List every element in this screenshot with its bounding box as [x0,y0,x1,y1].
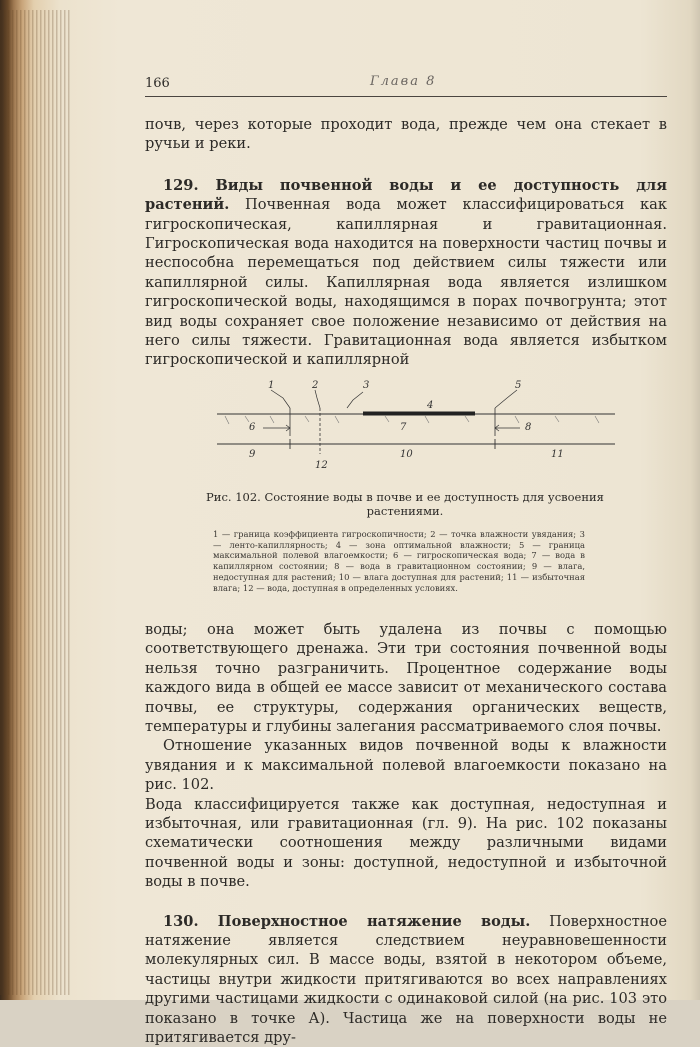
figure-label-1: 1 [268,379,275,391]
figure-label-5: 5 [515,379,522,391]
figure-label-4: 4 [427,399,434,411]
figure-label-9: 9 [249,448,256,460]
page-number: 166 [145,76,170,91]
book-page [145,70,667,1046]
figure-label-8: 8 [525,421,532,433]
paragraph-water-types: воды; она может быть удалена из почвы с помощью соответствующего дренажа. Эти три состояния почвенной воды нельзя точно разграничить. Процентное содержание воды каждого вида в общей ее массе зависит от механического состава почвы, ее структуры, содержания органических веществ, температуры и глубины залегания рассматриваемого слоя почвы. [145,620,667,735]
running-header [145,70,667,97]
zone-arrows [263,425,520,431]
label-leaders [271,390,517,408]
section-130-heading: 130. Поверхностное натяжение воды. [163,912,531,930]
figure-label-11: 11 [551,448,564,460]
section-130-paragraph [145,912,667,1047]
figure-label-7: 7 [400,421,407,433]
figure-legend: 1 — граница коэффициента гигроскопичности; 2 — точка влажности увядания; 3 — ленто-капиллярность; 4 — зона оптимальной влажности; 5 — граница максимальной полевой влагоемкости; 6 — гигроскопическая вода; 7 — вода в капиллярном состоянии; 8 — вода в гравитационном состоянии; 9 — влага, недоступная для растений; 10 — влага доступная для растений; 11 — избыточная влага; 12 — вода, доступная в определенных условиях. [213,528,585,593]
section-130-text: Поверхностное натяжение является следствием неуравновешенности молекулярных сил. В массе воды, взятой в некотором объеме, частицы внутри жидкости притягиваются во всех направлениях другими частицами жидкости с одинаковой силой (на рис. 103 это показано в точке А). Частица же на поверхности воды не притягивается дру- [145,912,667,1046]
book-page-edges [0,10,70,995]
optimal-moisture-zone-bar [363,411,475,415]
figure-label-6: 6 [249,421,256,433]
soil-water-diagram [145,386,667,490]
paragraph-wilting-point: Отношение указанных видов почвенной воды к влажности увядания и к максимальной полевой влагоемкости показано на рис. 102. [145,737,667,794]
soil-hatching [225,416,599,424]
section-129-text: Почвенная вода может классифицироваться как гигроскопическая, капиллярная и гравитационная. Гигроскопическая вода находится на поверхности частиц почвы и неспособна перемещаться под действием силы тяжести или капиллярной силы. Капиллярная вода является излишком гигроскопической воды, находящимся в порах почвогрунта; этот вид воды сохраняет свое положение независимо от действия на него силы тяжести. Гравитационная вода является избытком гигроскопической и капиллярной [145,196,667,369]
figure-label-3: 3 [363,379,370,391]
figure-label-12: 12 [315,459,328,471]
section-129-paragraph [145,176,667,370]
paragraph-classification: Вода классифицируется также как доступная, недоступная и избыточная, или гравитационная (гл. 9). На рис. 102 показаны схематически соотношения между различными видами почвенной воды и зоны: доступной, недоступной и избыточной воды в почве. [145,795,667,891]
paragraph-continuation: почв, через которые проходит вода, прежде чем она стекает в ручьи и реки. [145,116,667,153]
chapter-title: Глава 8 [370,74,437,89]
figure-102 [145,379,667,612]
figure-label-10: 10 [400,448,413,460]
section-129-heading: 129. Виды почвенной воды и ее доступность для растений. [145,176,667,214]
figure-label-2: 2 [312,379,319,391]
figure-caption: Рис. 102. Состояние воды в почве и ее доступность для усвоения растениями. [206,489,604,518]
